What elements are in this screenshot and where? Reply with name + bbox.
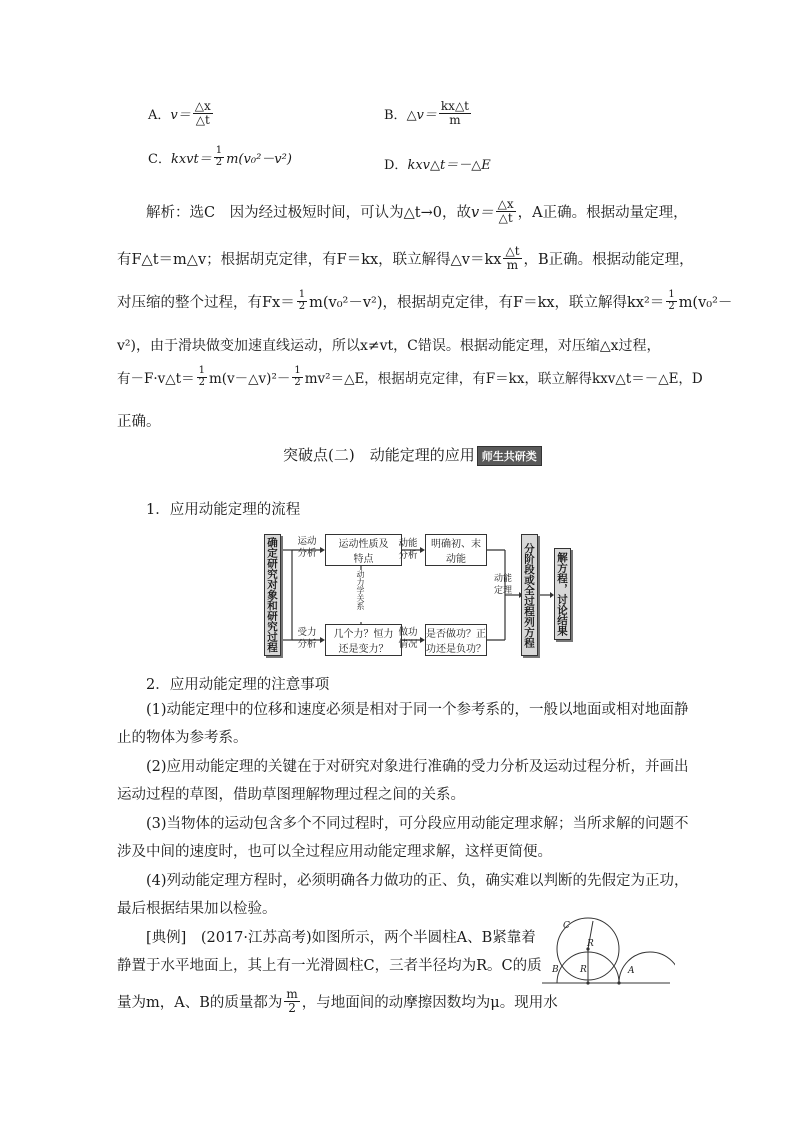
- label-b: B: [552, 965, 559, 975]
- option-a: [148, 100, 215, 126]
- solution-text: 有F△t＝m△v；根据胡克定律，有F＝kx，联立解得△v＝kx: [117, 251, 502, 268]
- fraction: [214, 146, 224, 168]
- option-b: [384, 100, 473, 126]
- note-line: (2)应用动能定理的关键在于对研究对象进行准确的受力分析及运动过程分析，并画出: [146, 759, 689, 775]
- solution-text: 正确。: [117, 414, 161, 430]
- solution-text: ，A正确。根据动量定理，: [517, 204, 688, 221]
- solution-line-1: [146, 198, 688, 224]
- option-equation-rhs: m(v₀²－v²): [226, 151, 292, 167]
- option-d: [384, 154, 491, 173]
- label-c: C: [563, 921, 570, 931]
- fraction: [297, 290, 307, 312]
- numerator: 1: [215, 145, 223, 156]
- numerator: △t: [505, 244, 520, 258]
- label-a: A: [628, 966, 635, 976]
- numerator: 1: [294, 365, 301, 376]
- option-c: [148, 146, 292, 168]
- example-text: 量为m，A、B的质量都为: [117, 994, 283, 1011]
- solution-text: m(v₀²－v²)，根据胡克定律，有F＝kx，联立解得kx²＝: [309, 294, 665, 311]
- note-line: 止的物体为参考系。: [117, 730, 248, 746]
- example-line-2: 静置于水平地面上，其上有一光滑圆柱C，三者半径均为R。C的质: [117, 958, 542, 974]
- section-heading: [283, 444, 542, 466]
- denominator: m: [449, 112, 461, 127]
- label-r-upper: R: [587, 939, 594, 949]
- fraction: [284, 988, 299, 1014]
- denominator: 2: [668, 300, 675, 312]
- flow-ke-box: 明确初、末 动能: [425, 534, 487, 566]
- numerator: 1: [298, 289, 306, 300]
- fraction: [193, 100, 213, 126]
- option-letter: A．: [148, 107, 171, 123]
- fraction: [496, 198, 516, 224]
- section-title: 突破点(二) 动能定理的应用: [283, 446, 475, 464]
- label-r-lower: R: [580, 965, 587, 975]
- flow-force-box: 几个力？恒力 还是变力？: [325, 624, 402, 656]
- numerator: △x: [497, 197, 514, 211]
- note-line: (3)当物体的运动包含多个不同过程时，可分段应用动能定理求解；当所求解的问题不: [146, 816, 689, 832]
- flow-dynamics-label: 动力学关系: [355, 570, 366, 622]
- solution-line-6: [117, 410, 161, 431]
- denominator: △t: [498, 210, 513, 225]
- option-equation: kxvt＝: [170, 151, 212, 167]
- denominator: 2: [288, 1000, 296, 1015]
- solution-text: 解析：选C 因为经过极短时间，可认为△t→0，故: [146, 204, 471, 221]
- solution-line-4: [117, 335, 661, 355]
- cylinders-figure: [540, 915, 675, 995]
- denominator: m: [506, 257, 519, 272]
- note-line: (4)列动能定理方程时，必须明确各力做功的正、负，确实难以判断的先假定为正功，: [146, 873, 689, 889]
- flow-work-label: 做功 情况: [398, 627, 418, 650]
- numerator: m: [286, 987, 298, 1001]
- numerator: kx△t: [440, 99, 469, 113]
- example-line-1: [典例] (2017·江苏高考)如图所示，两个半圆柱A、B紧靠着: [146, 930, 536, 946]
- option-letter: D．: [384, 158, 408, 173]
- flow-ke-label: 动能 分析: [398, 538, 418, 561]
- option-letter: C．: [148, 151, 171, 167]
- point-1-heading: 1．应用动能定理的流程: [146, 502, 301, 518]
- flowchart: [262, 530, 572, 660]
- flow-motion-box: 运动性质及 特点: [325, 534, 402, 566]
- example-text: ，与地面间的动摩擦因数均为μ。现用水: [301, 994, 558, 1011]
- flow-segment-box: 分阶段或全过程列方程: [521, 534, 538, 656]
- note-line: 最后根据结果加以检验。: [117, 901, 277, 917]
- flow-motion-label: 运动 分析: [297, 536, 317, 559]
- flow-left-box: 确定研究对象和研究过程: [264, 534, 281, 656]
- numerator: 1: [668, 289, 675, 300]
- numerator: 1: [198, 365, 205, 376]
- section-badge: 师生共研类: [477, 446, 542, 466]
- solution-text: v²)，由于滑块做变加速直线运动，所以x≠vt，C错误。根据动能定理，对压缩△x过程，: [117, 338, 661, 354]
- denominator: 2: [215, 156, 223, 168]
- solution-line-3: [117, 290, 732, 312]
- denominator: △t: [195, 112, 210, 127]
- fraction: [666, 290, 676, 312]
- option-equation: v＝: [170, 107, 191, 123]
- solution-text: ，B正确。根据动能定理，: [523, 251, 694, 268]
- denominator: 2: [294, 376, 301, 388]
- fraction: [292, 366, 302, 388]
- solution-text: m(v₀²－: [678, 294, 733, 311]
- solution-text: m(v－△v)²－: [208, 371, 291, 387]
- option-equation: △v＝: [406, 107, 437, 123]
- example-line-3: [117, 988, 558, 1014]
- fraction: [503, 245, 521, 271]
- flow-force-label: 受力 分析: [297, 627, 317, 650]
- equation: v＝: [470, 204, 494, 221]
- point-2-heading: 2．应用动能定理的注意事项: [146, 677, 330, 693]
- option-letter: B．: [384, 107, 407, 123]
- solution-line-2: [117, 245, 694, 271]
- solution-text: mv²＝△E，根据胡克定律，有F＝kx，联立解得kxv△t＝－△E，D: [304, 371, 703, 387]
- denominator: 2: [198, 376, 205, 388]
- solution-text: 有－F·v△t＝: [117, 371, 195, 387]
- numerator: △x: [194, 99, 211, 113]
- fraction: [197, 366, 207, 388]
- option-equation: kxv△t＝－△E: [407, 158, 491, 173]
- flow-solve-box: 解方程，讨论结果: [554, 548, 571, 640]
- denominator: 2: [298, 300, 306, 312]
- note-line: 运动过程的草图，借助草图理解物理过程之间的关系。: [117, 787, 465, 803]
- fraction: [439, 100, 471, 126]
- flow-work-box: 是否做功？正 功还是负功？: [425, 624, 487, 656]
- note-line: 涉及中间的速度时，也可以全过程应用动能定理求解，这样更简便。: [117, 844, 552, 860]
- solution-text: 对压缩的整个过程，有Fx＝: [117, 294, 295, 311]
- solution-line-5: [117, 366, 703, 388]
- flow-theorem-label: 动能 定理: [493, 574, 512, 596]
- note-line: (1)动能定理中的位移和速度必须是相对于同一个参考系的，一般以地面或相对地面静: [146, 702, 689, 718]
